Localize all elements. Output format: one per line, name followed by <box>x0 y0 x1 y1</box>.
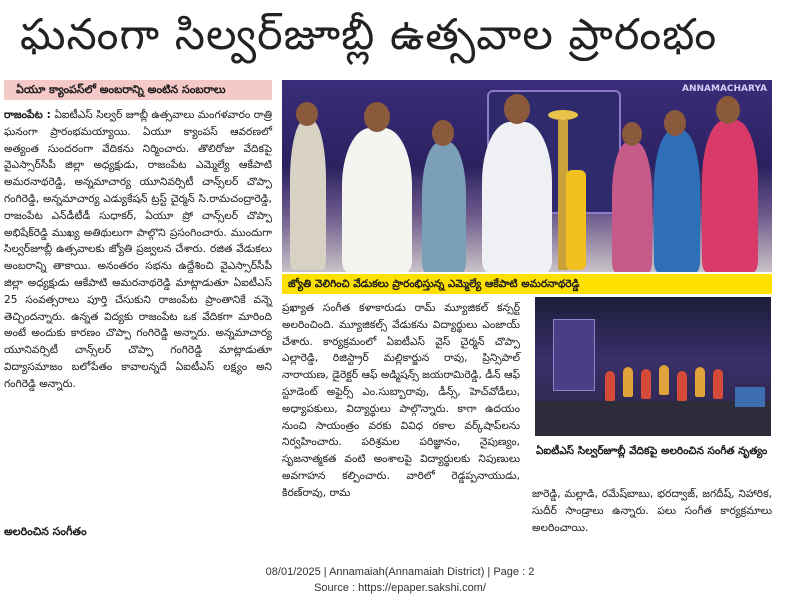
dancer-figure <box>641 369 651 399</box>
photo-backdrop-text: ANNAMACHARYA <box>682 84 768 94</box>
person-head <box>664 110 686 136</box>
dancer-figure <box>605 371 615 401</box>
page-headline: ఘనంగా సిల్వర్‌జూబ్లీ ఉత్సవాల ప్రారంభం <box>20 10 718 60</box>
person-figure <box>290 120 326 270</box>
dancer-figure <box>677 371 687 401</box>
person-figure <box>482 122 552 272</box>
dance-photo-caption: ఏఐటీఎస్ సిల్వర్‌జూబ్లీ వేదికపై అలరించిన సంగీత నృత్యం <box>536 445 768 457</box>
stage-speaker <box>735 387 765 407</box>
footer-edition-line: 08/01/2025 | Annamaiah(Annamaiah District) | Page : 2 <box>265 566 535 578</box>
person-figure <box>422 142 466 272</box>
person-figure <box>612 142 652 272</box>
dancer-figure <box>623 367 633 397</box>
article-column-1 <box>4 107 272 507</box>
flower-garland <box>566 170 586 270</box>
dancer-figure <box>695 367 705 397</box>
article-column-3 <box>532 486 772 552</box>
article-column-2 <box>282 300 520 552</box>
dateline: రాజంపేట : <box>4 109 51 121</box>
article-body-3: జారెడ్డి, మల్లాడి, రమేష్‌బాబు, భరద్వాజ్, జగదీష్, నిహారిక, సుదీర్ సాండ్రాలు ఉన్నారు. పలు సంగీత కార్యక్రమాలు అలరించాయి. <box>532 488 772 534</box>
person-head <box>504 94 530 124</box>
person-head <box>432 120 454 146</box>
dancer-figure <box>659 365 669 395</box>
person-head <box>296 102 318 126</box>
person-head <box>622 122 642 146</box>
person-head <box>364 102 390 132</box>
lamp-lighting-photo <box>282 80 772 272</box>
section-subhead: అలరించిన సంగీతం <box>4 525 87 538</box>
main-photo-caption: జ్యోతి వెలిగించి వేడుకలు ప్రారంభిస్తున్న ఎమ్మెల్యే ఆకేపాటి అమరనాథరెడ్డి <box>282 274 772 294</box>
person-figure <box>702 120 758 272</box>
lamp-flame <box>548 110 578 120</box>
dancer-figure <box>713 369 723 399</box>
article-body-2: ప్రఖ్యాత సంగీత కళాకారుడు రామ్ మ్యూజికల్ కన్సర్ట్ అలరించింది. మ్యూజికల్స్ వేడుకను విద్యార్థులు ఎంజాయ్ చేశారు. కార్యక్రమంలో ఏఐటీఎస్ వైస్ చైర్మన్ చొప్పా ఎల్లారెడ్డి, రిజిస్ట్రార్ మల్లికార్జున రావు, ప్రిన్సిపాల్ నారాయణ, డైరెక్టర్ ఆఫ్ అడ్మిషన్స్ జయరామిరెడ్డి, డీన్ ఆఫ్ స్టూడెంట్ అఫైర్స్ ఎం.సుబ్బారావు, డీన్స్, హెచ్‌వోడీలు, అధ్యాపకులు, విద్యార్థులు పాల్గొన్నారు. కాగా ఉదయం నుంచి సాయంత్రం వరకు వివిధ రకాల వర్క్‌షాప్‌లను నిర్వహించారు. పరిశ్రమల పరిజ్ఞానం, నైపుణ్యం, సృజనాత్మకత వంటి అంశాలపై విద్యార్థులకు నిపుణులు అవగాహన కల్పించారు. వారిలో రెడ్డప్పనాయుడు, కిరణ్‌రావు, రామ <box>282 302 520 499</box>
dance-photo <box>535 297 771 436</box>
footer-source-link[interactable]: Source : https://epaper.sakshi.com/ <box>314 582 486 594</box>
person-figure <box>342 128 412 272</box>
person-figure <box>654 130 700 272</box>
kicker-strap: ఏయూ క్యాంపస్‌లో అంబరాన్ని అంటిన సంబరాలు <box>4 80 272 100</box>
person-head <box>716 96 740 124</box>
stage-screen <box>553 319 595 391</box>
article-body-1: ఏఐటీఎస్ సిల్వర్ జూబ్లీ ఉత్సవాలు మంగళవారం రాత్రి ఘనంగా ప్రారంభమయ్యాయి. ఏయూ క్యాంపస్ ఆవరణలో అత్యంత సుందరంగా వేదికను నిర్మించారు. తొలిరోజు వేదికపై వైఎస్సార్‌సీపీ జిల్లా అధ్యక్షుడు, రాజంపేట ఎమ్మెల్యే ఆకేపాటి అమరనాథరెడ్డి, అన్నమాచార్య యూనివర్సిటీ చాన్స్‌లర్ చొప్పా గంగిరెడ్డి, అన్నమాచార్య ఎడ్యుకేషన్ ట్రస్ట్ చైర్మన్ సి.రామచంద్రారెడ్డి, రాజంపేట ఎన్‌డీటీడీ సుధాకర్, ఏయూ ప్రో చాన్స్‌లర్ చొప్పా అభిషేక్‌రెడ్డి ముఖ్య అతిథులుగా పాల్గొని ప్రసంగించారు. ముందుగా సిల్వర్‌జూబ్లీ ఉత్సవాలకు జ్యోతి ప్రజ్వలన చేశారు. రజిత వేడుకలు అంబరాన్ని తాకాయి. అనంతరం సభను ఉద్దేశించి వైఎస్సార్‌సీపీ జిల్లా అధ్యక్షుడు ఆకేపాటి అమరనాథరెడ్డి మాట్లాడుతూ ఏఐటీఎస్ 25 సంవత్సరాలు పూర్తి చేసుకుని రాజంపేట ప్రాంతానికే వన్నె తెచ్చిందన్నారు. ఉన్నత విద్యకు రాజంపేట ఒక వేదికగా మారింది అంటే అందుకు కారణం చొప్పా గంగిరెడ్డి అన్నారు. అన్నమాచార్య యూనివర్సిటీ చాన్స్‌లర్ చొప్పా గంగిరెడ్డి మాట్లాడుతూ విద్యాసమాజం బలోపేతం కావాలన్నదే ఏఐటీఎస్ లక్ష్యం అని గంగిరెడ్డి అన్నారు. <box>4 109 272 390</box>
